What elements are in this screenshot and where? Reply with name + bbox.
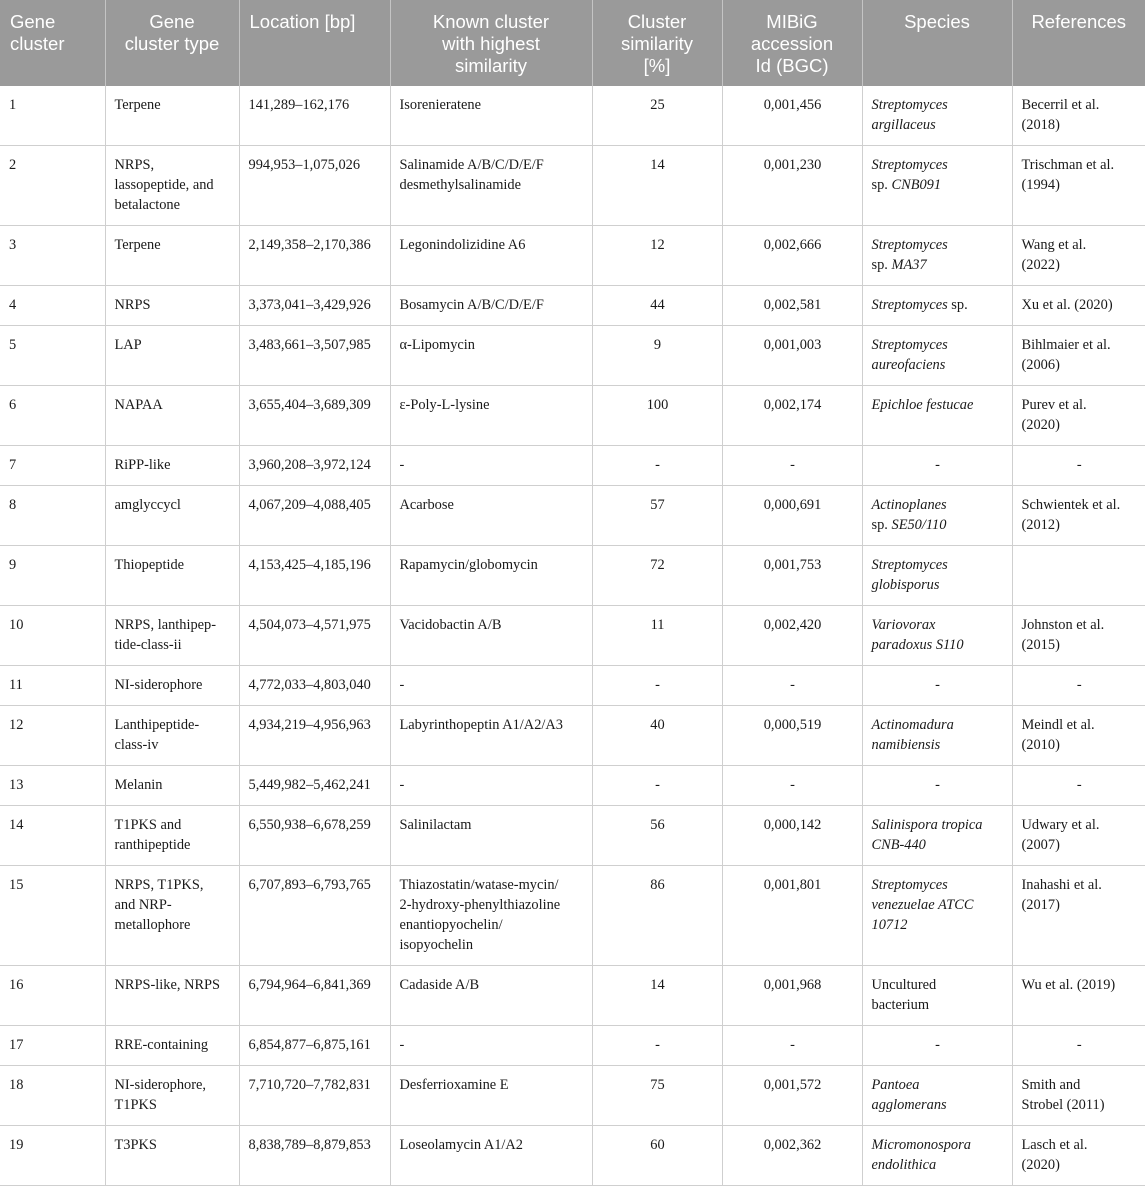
cell-mibig-id: - <box>722 1026 862 1066</box>
cell-known-cluster: Acarbose <box>390 486 592 546</box>
cell-cluster-type: Terpene <box>105 86 239 146</box>
cell-similarity: 75 <box>592 1066 722 1126</box>
cell-mibig-id: - <box>722 666 862 706</box>
table-row <box>0 966 1145 1026</box>
cell-similarity: 14 <box>592 966 722 1026</box>
cell-species: Streptomyces globisporus <box>862 546 1012 606</box>
cell-gene-cluster: 3 <box>0 226 105 286</box>
table-row <box>0 326 1145 386</box>
cell-references: - <box>1012 766 1145 806</box>
cell-location: 4,772,033–4,803,040 <box>239 666 390 706</box>
cell-similarity: 9 <box>592 326 722 386</box>
table-row <box>0 606 1145 666</box>
cell-references: Bihlmaier et al. (2006) <box>1012 326 1145 386</box>
cell-species: Streptomyces sp. MA37 <box>862 226 1012 286</box>
cell-references: Wang et al. (2022) <box>1012 226 1145 286</box>
cell-location: 3,483,661–3,507,985 <box>239 326 390 386</box>
cell-similarity: - <box>592 766 722 806</box>
table-row <box>0 286 1145 326</box>
cell-gene-cluster: 5 <box>0 326 105 386</box>
table-row <box>0 226 1145 286</box>
header-references: References <box>1012 0 1145 86</box>
table-row <box>0 486 1145 546</box>
cell-cluster-type: T3PKS <box>105 1126 239 1186</box>
header-mibig-accession: MIBiG accession Id (BGC) <box>722 0 862 86</box>
cell-similarity: 25 <box>592 86 722 146</box>
cell-references: - <box>1012 446 1145 486</box>
cell-similarity: 44 <box>592 286 722 326</box>
cell-references: Schwientek et al. (2012) <box>1012 486 1145 546</box>
cell-known-cluster: - <box>390 766 592 806</box>
cell-location: 6,794,964–6,841,369 <box>239 966 390 1026</box>
cell-known-cluster: - <box>390 666 592 706</box>
cell-species: Epichloe festucae <box>862 386 1012 446</box>
table-row <box>0 806 1145 866</box>
table-row <box>0 666 1145 706</box>
cell-species: Actinomadura namibiensis <box>862 706 1012 766</box>
cell-known-cluster: Isorenieratene <box>390 86 592 146</box>
table-row <box>0 386 1145 446</box>
cell-species: Micromonospora endolithica <box>862 1126 1012 1186</box>
cell-mibig-id: 0,001,968 <box>722 966 862 1026</box>
cell-gene-cluster: 11 <box>0 666 105 706</box>
cell-gene-cluster: 8 <box>0 486 105 546</box>
cell-location: 3,960,208–3,972,124 <box>239 446 390 486</box>
cell-location: 141,289–162,176 <box>239 86 390 146</box>
cell-gene-cluster: 7 <box>0 446 105 486</box>
cell-species: Pantoea agglomerans <box>862 1066 1012 1126</box>
cell-gene-cluster: 19 <box>0 1126 105 1186</box>
cell-cluster-type: Terpene <box>105 226 239 286</box>
cell-similarity: 57 <box>592 486 722 546</box>
cell-known-cluster: Rapamycin/globomycin <box>390 546 592 606</box>
cell-references: Meindl et al. (2010) <box>1012 706 1145 766</box>
cell-species: - <box>862 666 1012 706</box>
cell-species: - <box>862 766 1012 806</box>
cell-mibig-id: - <box>722 766 862 806</box>
cell-cluster-type: NRPS-like, NRPS <box>105 966 239 1026</box>
cell-gene-cluster: 2 <box>0 146 105 226</box>
cell-similarity: 72 <box>592 546 722 606</box>
cell-location: 8,838,789–8,879,853 <box>239 1126 390 1186</box>
cell-known-cluster: Desferrioxamine E <box>390 1066 592 1126</box>
cell-similarity: 100 <box>592 386 722 446</box>
cell-cluster-type: T1PKS and ranthipeptide <box>105 806 239 866</box>
cell-species: Actinoplanes sp. SE50/110 <box>862 486 1012 546</box>
cell-cluster-type: Melanin <box>105 766 239 806</box>
cell-location: 4,934,219–4,956,963 <box>239 706 390 766</box>
cell-references: Purev et al. (2020) <box>1012 386 1145 446</box>
cell-references: Inahashi et al. (2017) <box>1012 866 1145 966</box>
table-row <box>0 766 1145 806</box>
cell-references: Smith and Strobel (2011) <box>1012 1066 1145 1126</box>
cell-location: 4,504,073–4,571,975 <box>239 606 390 666</box>
cell-gene-cluster: 10 <box>0 606 105 666</box>
cell-references: Lasch et al. (2020) <box>1012 1126 1145 1186</box>
cell-known-cluster: Labyrinthopeptin A1/A2/A3 <box>390 706 592 766</box>
cell-mibig-id: 0,002,581 <box>722 286 862 326</box>
cell-cluster-type: RiPP-like <box>105 446 239 486</box>
cell-references: Becerril et al. (2018) <box>1012 86 1145 146</box>
cell-cluster-type: NRPS <box>105 286 239 326</box>
header-known-cluster: Known cluster with highest similarity <box>390 0 592 86</box>
cell-similarity: 86 <box>592 866 722 966</box>
cell-known-cluster: - <box>390 1026 592 1066</box>
cell-species: Streptomyces argillaceus <box>862 86 1012 146</box>
cell-known-cluster: α-Lipomycin <box>390 326 592 386</box>
cell-similarity: 56 <box>592 806 722 866</box>
cell-location: 3,373,041–3,429,926 <box>239 286 390 326</box>
cell-gene-cluster: 16 <box>0 966 105 1026</box>
cell-mibig-id: 0,000,691 <box>722 486 862 546</box>
cell-gene-cluster: 12 <box>0 706 105 766</box>
cell-cluster-type: amglyccycl <box>105 486 239 546</box>
cell-known-cluster: Bosamycin A/B/C/D/E/F <box>390 286 592 326</box>
cell-species: Variovorax paradoxus S110 <box>862 606 1012 666</box>
header-cluster-similarity: Cluster similarity [%] <box>592 0 722 86</box>
cell-known-cluster: - <box>390 446 592 486</box>
table-row <box>0 446 1145 486</box>
cell-location: 2,149,358–2,170,386 <box>239 226 390 286</box>
cell-cluster-type: NRPS, lanthipep- tide-class-ii <box>105 606 239 666</box>
cell-mibig-id: 0,002,174 <box>722 386 862 446</box>
cell-mibig-id: 0,001,801 <box>722 866 862 966</box>
cell-known-cluster: Thiazostatin/watase-mycin/ 2-hydroxy-phenylthiazoline enantiopyochelin/ isopyochelin <box>390 866 592 966</box>
cell-location: 6,550,938–6,678,259 <box>239 806 390 866</box>
header-location: Location [bp] <box>239 0 390 86</box>
cell-species: - <box>862 1026 1012 1066</box>
cell-similarity: - <box>592 446 722 486</box>
cell-similarity: 14 <box>592 146 722 226</box>
header-gene-cluster: Gene cluster <box>0 0 105 86</box>
table-row <box>0 86 1145 146</box>
cell-cluster-type: NRPS, T1PKS, and NRP- metallophore <box>105 866 239 966</box>
cell-references: Wu et al. (2019) <box>1012 966 1145 1026</box>
cell-location: 3,655,404–3,689,309 <box>239 386 390 446</box>
cell-cluster-type: Thiopeptide <box>105 546 239 606</box>
cell-mibig-id: 0,001,230 <box>722 146 862 226</box>
cell-location: 4,153,425–4,185,196 <box>239 546 390 606</box>
cell-mibig-id: 0,000,142 <box>722 806 862 866</box>
cell-known-cluster: Salinamide A/B/C/D/E/F desmethylsalinamide <box>390 146 592 226</box>
cell-similarity: 11 <box>592 606 722 666</box>
cell-mibig-id: 0,000,519 <box>722 706 862 766</box>
cell-gene-cluster: 14 <box>0 806 105 866</box>
cell-location: 994,953–1,075,026 <box>239 146 390 226</box>
cell-known-cluster: Loseolamycin A1/A2 <box>390 1126 592 1186</box>
table-row <box>0 706 1145 766</box>
cell-gene-cluster: 6 <box>0 386 105 446</box>
table-row <box>0 866 1145 966</box>
cell-mibig-id: 0,002,666 <box>722 226 862 286</box>
cell-mibig-id: 0,001,003 <box>722 326 862 386</box>
cell-similarity: - <box>592 1026 722 1066</box>
header-species: Species <box>862 0 1012 86</box>
cell-location: 6,707,893–6,793,765 <box>239 866 390 966</box>
cell-mibig-id: 0,001,572 <box>722 1066 862 1126</box>
cell-similarity: - <box>592 666 722 706</box>
cell-location: 6,854,877–6,875,161 <box>239 1026 390 1066</box>
cell-gene-cluster: 17 <box>0 1026 105 1066</box>
cell-references: - <box>1012 666 1145 706</box>
cell-cluster-type: RRE-containing <box>105 1026 239 1066</box>
cell-known-cluster: Legonindolizidine A6 <box>390 226 592 286</box>
header-row <box>0 0 1145 86</box>
cell-similarity: 12 <box>592 226 722 286</box>
cell-gene-cluster: 9 <box>0 546 105 606</box>
cell-mibig-id: 0,001,456 <box>722 86 862 146</box>
cell-species: Streptomyces venezuelae ATCC 10712 <box>862 866 1012 966</box>
cell-references: Udwary et al. (2007) <box>1012 806 1145 866</box>
cell-gene-cluster: 4 <box>0 286 105 326</box>
cell-species: Streptomyces sp. CNB091 <box>862 146 1012 226</box>
cell-cluster-type: NRPS, lassopeptide, and betalactone <box>105 146 239 226</box>
table-row <box>0 546 1145 606</box>
cell-cluster-type: NI-siderophore, T1PKS <box>105 1066 239 1126</box>
cell-gene-cluster: 13 <box>0 766 105 806</box>
header-gene-cluster-type: Gene cluster type <box>105 0 239 86</box>
cell-cluster-type: NI-siderophore <box>105 666 239 706</box>
cell-gene-cluster: 15 <box>0 866 105 966</box>
cell-location: 5,449,982–5,462,241 <box>239 766 390 806</box>
cell-location: 4,067,209–4,088,405 <box>239 486 390 546</box>
cell-similarity: 40 <box>592 706 722 766</box>
cell-references <box>1012 546 1145 606</box>
cell-species: Streptomyces sp. <box>862 286 1012 326</box>
cell-references: Johnston et al. (2015) <box>1012 606 1145 666</box>
table-row <box>0 1026 1145 1066</box>
table-body <box>0 86 1145 1186</box>
cell-similarity: 60 <box>592 1126 722 1186</box>
cell-references: Trischman et al. (1994) <box>1012 146 1145 226</box>
table-row <box>0 146 1145 226</box>
cell-mibig-id: 0,002,420 <box>722 606 862 666</box>
cell-species: - <box>862 446 1012 486</box>
cell-cluster-type: NAPAA <box>105 386 239 446</box>
cell-cluster-type: LAP <box>105 326 239 386</box>
cell-species: Streptomyces aureofaciens <box>862 326 1012 386</box>
cell-references: Xu et al. (2020) <box>1012 286 1145 326</box>
cell-known-cluster: ε-Poly-L-lysine <box>390 386 592 446</box>
cell-mibig-id: 0,001,753 <box>722 546 862 606</box>
cell-known-cluster: Vacidobactin A/B <box>390 606 592 666</box>
cell-mibig-id: 0,002,362 <box>722 1126 862 1186</box>
cell-known-cluster: Salinilactam <box>390 806 592 866</box>
cell-species: Uncultured bacterium <box>862 966 1012 1026</box>
cell-references: - <box>1012 1026 1145 1066</box>
cell-gene-cluster: 1 <box>0 86 105 146</box>
cell-location: 7,710,720–7,782,831 <box>239 1066 390 1126</box>
cell-mibig-id: - <box>722 446 862 486</box>
cell-gene-cluster: 18 <box>0 1066 105 1126</box>
table-row <box>0 1066 1145 1126</box>
cell-cluster-type: Lanthipeptide- class-iv <box>105 706 239 766</box>
cell-known-cluster: Cadaside A/B <box>390 966 592 1026</box>
cell-species: Salinispora tropica CNB-440 <box>862 806 1012 866</box>
